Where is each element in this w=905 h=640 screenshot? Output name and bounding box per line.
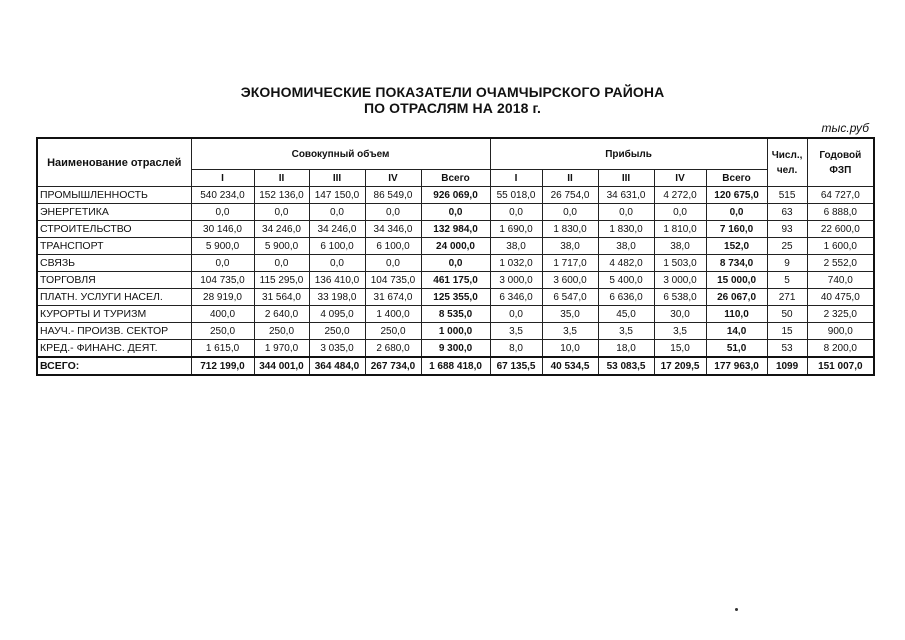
payroll-cell: 8 200,0: [807, 340, 874, 358]
volume-cell: 0,0: [365, 255, 421, 272]
total-row: [37, 357, 874, 375]
profit-cell: 40 534,5: [542, 357, 598, 375]
profit-cell: 1 717,0: [542, 255, 598, 272]
volume-cell: 104 735,0: [365, 272, 421, 289]
volume-total-cell: 125 355,0: [421, 289, 490, 306]
volume-cell: 2 640,0: [254, 306, 309, 323]
profit-cell: 3 600,0: [542, 272, 598, 289]
payroll-cell: 64 727,0: [807, 187, 874, 204]
profit-total-cell: 152,0: [706, 238, 767, 255]
volume-cell: 0,0: [254, 255, 309, 272]
volume-cell: 0,0: [365, 204, 421, 221]
profit-cell: 4 272,0: [654, 187, 706, 204]
profit-cell: 26 754,0: [542, 187, 598, 204]
profit-cell: 38,0: [542, 238, 598, 255]
volume-cell: 115 295,0: [254, 272, 309, 289]
header-profit-q4: IV: [654, 170, 706, 187]
table-row: [37, 238, 874, 255]
staff-cell: 53: [767, 340, 807, 358]
payroll-cell: 22 600,0: [807, 221, 874, 238]
scan-speck: [735, 608, 738, 611]
profit-cell: 30,0: [654, 306, 706, 323]
table-row: [37, 204, 874, 221]
staff-cell: 515: [767, 187, 807, 204]
volume-cell: 0,0: [191, 255, 254, 272]
header-profit-q3: III: [598, 170, 654, 187]
profit-cell: 53 083,5: [598, 357, 654, 375]
header-payroll: Годовой ФЗП: [807, 138, 874, 187]
profit-cell: 1 032,0: [490, 255, 542, 272]
volume-cell: 6 100,0: [365, 238, 421, 255]
row-name: ПРОМЫШЛЕННОСТЬ: [37, 187, 191, 204]
profit-cell: 15,0: [654, 340, 706, 358]
profit-cell: 1 830,0: [542, 221, 598, 238]
payroll-cell: 2 552,0: [807, 255, 874, 272]
volume-cell: 104 735,0: [191, 272, 254, 289]
profit-cell: 8,0: [490, 340, 542, 358]
indicators-table: [36, 137, 875, 376]
staff-cell: 5: [767, 272, 807, 289]
profit-total-cell: 26 067,0: [706, 289, 767, 306]
volume-cell: 147 150,0: [309, 187, 365, 204]
profit-cell: 1 690,0: [490, 221, 542, 238]
staff-cell: 93: [767, 221, 807, 238]
header-profit-total: Всего: [706, 170, 767, 187]
row-name: КРЕД.- ФИНАНС. ДЕЯТ.: [37, 340, 191, 358]
profit-total-cell: 14,0: [706, 323, 767, 340]
header-profit-q1: I: [490, 170, 542, 187]
volume-cell: 0,0: [191, 204, 254, 221]
header-volume: Совокупный объем: [191, 138, 490, 170]
volume-cell: 1 615,0: [191, 340, 254, 358]
profit-cell: 1 810,0: [654, 221, 706, 238]
volume-total-cell: 0,0: [421, 255, 490, 272]
volume-cell: 5 900,0: [191, 238, 254, 255]
profit-cell: 17 209,5: [654, 357, 706, 375]
staff-cell: 63: [767, 204, 807, 221]
profit-cell: 38,0: [490, 238, 542, 255]
row-name: ПЛАТН. УСЛУГИ НАСЕЛ.: [37, 289, 191, 306]
header-volume-q1: I: [191, 170, 254, 187]
staff-cell: 271: [767, 289, 807, 306]
payroll-cell: 740,0: [807, 272, 874, 289]
profit-cell: 67 135,5: [490, 357, 542, 375]
profit-total-cell: 120 675,0: [706, 187, 767, 204]
profit-cell: 0,0: [490, 306, 542, 323]
profit-cell: 6 547,0: [542, 289, 598, 306]
header-volume-total: Всего: [421, 170, 490, 187]
volume-cell: 1 970,0: [254, 340, 309, 358]
volume-cell: 250,0: [365, 323, 421, 340]
staff-cell: 1099: [767, 357, 807, 375]
header-profit: Прибыль: [490, 138, 767, 170]
header-name: Наименование отраслей: [37, 138, 191, 187]
profit-cell: 6 346,0: [490, 289, 542, 306]
volume-cell: 86 549,0: [365, 187, 421, 204]
volume-cell: 34 346,0: [365, 221, 421, 238]
volume-cell: 344 001,0: [254, 357, 309, 375]
profit-cell: 6 538,0: [654, 289, 706, 306]
row-name: ТРАНСПОРТ: [37, 238, 191, 255]
profit-total-cell: 110,0: [706, 306, 767, 323]
table-row: [37, 289, 874, 306]
table-row: [37, 306, 874, 323]
profit-cell: 38,0: [598, 238, 654, 255]
table-row: [37, 323, 874, 340]
profit-cell: 6 636,0: [598, 289, 654, 306]
volume-cell: 3 035,0: [309, 340, 365, 358]
profit-cell: 3,5: [654, 323, 706, 340]
volume-total-cell: 8 535,0: [421, 306, 490, 323]
volume-cell: 0,0: [309, 255, 365, 272]
volume-cell: 6 100,0: [309, 238, 365, 255]
staff-cell: 25: [767, 238, 807, 255]
volume-cell: 1 400,0: [365, 306, 421, 323]
units-label: тыс.руб: [821, 121, 869, 135]
payroll-cell: 900,0: [807, 323, 874, 340]
profit-total-cell: 8 734,0: [706, 255, 767, 272]
header-volume-q3: III: [309, 170, 365, 187]
profit-total-cell: 0,0: [706, 204, 767, 221]
table-row: [37, 187, 874, 204]
profit-total-cell: 15 000,0: [706, 272, 767, 289]
payroll-cell: 40 475,0: [807, 289, 874, 306]
volume-cell: 30 146,0: [191, 221, 254, 238]
payroll-cell: 6 888,0: [807, 204, 874, 221]
volume-total-cell: 926 069,0: [421, 187, 490, 204]
row-name: КУРОРТЫ И ТУРИЗМ: [37, 306, 191, 323]
profit-cell: 18,0: [598, 340, 654, 358]
volume-cell: 250,0: [309, 323, 365, 340]
row-name: СВЯЗЬ: [37, 255, 191, 272]
profit-cell: 3,5: [542, 323, 598, 340]
volume-cell: 152 136,0: [254, 187, 309, 204]
payroll-cell: 1 600,0: [807, 238, 874, 255]
volume-cell: 5 900,0: [254, 238, 309, 255]
volume-cell: 31 564,0: [254, 289, 309, 306]
header-volume-q4: IV: [365, 170, 421, 187]
staff-cell: 50: [767, 306, 807, 323]
profit-cell: 1 503,0: [654, 255, 706, 272]
volume-cell: 712 199,0: [191, 357, 254, 375]
volume-total-cell: 1 688 418,0: [421, 357, 490, 375]
profit-cell: 0,0: [490, 204, 542, 221]
profit-cell: 3,5: [490, 323, 542, 340]
profit-cell: 38,0: [654, 238, 706, 255]
table-row: [37, 221, 874, 238]
profit-cell: 34 631,0: [598, 187, 654, 204]
staff-cell: 9: [767, 255, 807, 272]
volume-cell: 250,0: [254, 323, 309, 340]
volume-total-cell: 461 175,0: [421, 272, 490, 289]
volume-cell: 0,0: [254, 204, 309, 221]
header-staff: Числ., чел.: [767, 138, 807, 187]
header-profit-q2: II: [542, 170, 598, 187]
row-name: СТРОИТЕЛЬСТВО: [37, 221, 191, 238]
volume-cell: 0,0: [309, 204, 365, 221]
table-row: [37, 340, 874, 358]
volume-total-cell: 132 984,0: [421, 221, 490, 238]
profit-cell: 1 830,0: [598, 221, 654, 238]
header-volume-q2: II: [254, 170, 309, 187]
profit-cell: 45,0: [598, 306, 654, 323]
profit-total-cell: 7 160,0: [706, 221, 767, 238]
table-row: [37, 272, 874, 289]
row-name: ТОРГОВЛЯ: [37, 272, 191, 289]
volume-cell: 4 095,0: [309, 306, 365, 323]
profit-cell: 35,0: [542, 306, 598, 323]
volume-cell: 540 234,0: [191, 187, 254, 204]
row-name: ЭНЕРГЕТИКА: [37, 204, 191, 221]
profit-cell: 5 400,0: [598, 272, 654, 289]
volume-total-cell: 0,0: [421, 204, 490, 221]
profit-cell: 55 018,0: [490, 187, 542, 204]
volume-cell: 250,0: [191, 323, 254, 340]
volume-cell: 136 410,0: [309, 272, 365, 289]
row-name: НАУЧ.- ПРОИЗВ. СЕКТОР: [37, 323, 191, 340]
volume-cell: 31 674,0: [365, 289, 421, 306]
staff-cell: 15: [767, 323, 807, 340]
payroll-cell: 2 325,0: [807, 306, 874, 323]
profit-cell: 0,0: [654, 204, 706, 221]
volume-total-cell: 9 300,0: [421, 340, 490, 358]
volume-cell: 2 680,0: [365, 340, 421, 358]
title-line-1: ЭКОНОМИЧЕСКИЕ ПОКАЗАТЕЛИ ОЧАМЧЫРСКОГО РАЙОНА: [240, 84, 665, 100]
profit-cell: 10,0: [542, 340, 598, 358]
table-row: [37, 255, 874, 272]
profit-cell: 0,0: [542, 204, 598, 221]
document-title: [0, 84, 905, 116]
profit-cell: 3 000,0: [654, 272, 706, 289]
table-body: [37, 187, 874, 376]
volume-cell: 267 734,0: [365, 357, 421, 375]
profit-cell: 0,0: [598, 204, 654, 221]
profit-total-cell: 51,0: [706, 340, 767, 358]
volume-total-cell: 1 000,0: [421, 323, 490, 340]
volume-cell: 364 484,0: [309, 357, 365, 375]
volume-total-cell: 24 000,0: [421, 238, 490, 255]
profit-cell: 4 482,0: [598, 255, 654, 272]
volume-cell: 400,0: [191, 306, 254, 323]
profit-cell: 3,5: [598, 323, 654, 340]
row-name: ВСЕГО:: [37, 357, 191, 375]
title-line-2: ПО ОТРАСЛЯМ НА 2018 г.: [363, 100, 541, 116]
volume-cell: 34 246,0: [254, 221, 309, 238]
volume-cell: 33 198,0: [309, 289, 365, 306]
payroll-cell: 151 007,0: [807, 357, 874, 375]
profit-total-cell: 177 963,0: [706, 357, 767, 375]
profit-cell: 3 000,0: [490, 272, 542, 289]
volume-cell: 34 246,0: [309, 221, 365, 238]
volume-cell: 28 919,0: [191, 289, 254, 306]
